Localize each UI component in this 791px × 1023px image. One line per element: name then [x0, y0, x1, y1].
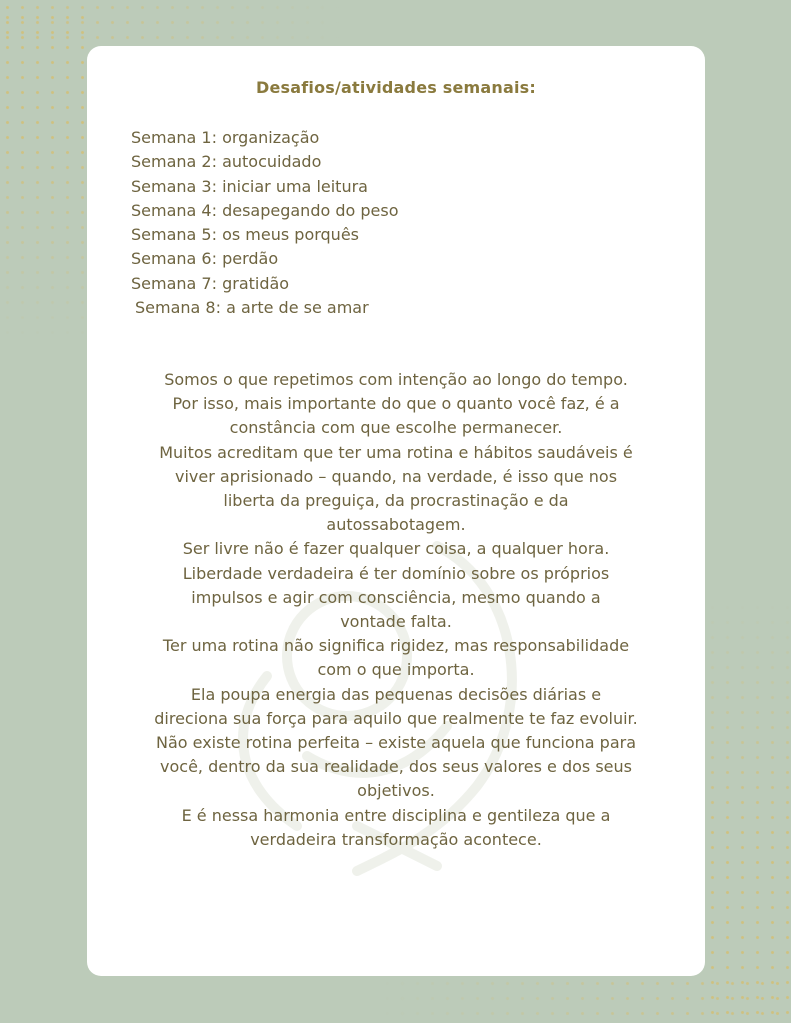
week-item: Semana 1: organização — [131, 128, 320, 147]
week-item: Semana 5: os meus porquês — [131, 225, 359, 245]
text-line: viver aprisionado – quando, na verdade, é isso que nos — [174, 466, 618, 486]
text-line: constância com que escolhe permanecer. — [229, 418, 563, 438]
section-heading: Desafios/atividades semanais: — [256, 78, 536, 97]
text-line: Por isso, mais importante do que o quanto você faz, é a — [172, 394, 620, 414]
text-line: liberta da preguiça, da procrastinação e da — [223, 491, 569, 511]
week-item: Semana 3: iniciar uma leitura — [131, 176, 368, 196]
text-line: com o que importa. — [317, 660, 475, 680]
content-card — [87, 46, 705, 976]
text-line: Somos o que repetimos com intenção ao longo do tempo. — [164, 370, 628, 389]
text-line: você, dentro da sua realidade, dos seus valores e dos seus — [160, 757, 632, 777]
dot-pattern-bottom — [380, 976, 791, 1023]
text-line: verdadeira transformação acontece. — [250, 829, 542, 849]
week-item: Semana 4: desapegando do peso — [131, 200, 399, 220]
week-item: Semana 7: gratidão — [131, 273, 290, 293]
text-line: Ser livre não é fazer qualquer coisa, a qualquer hora. — [182, 539, 610, 559]
text-line: Não existe rotina perfeita – existe aquela que funciona para — [155, 733, 637, 753]
dot-pattern-top — [0, 0, 340, 48]
text-line: Liberdade verdadeira é ter domínio sobre os próprios — [182, 563, 610, 583]
text-line: Ela poupa energia das pequenas decisões diárias e — [190, 684, 602, 704]
text-line: E é nessa harmonia entre disciplina e gentileza que a — [181, 805, 611, 825]
text-line: Muitos acreditam que ter uma rotina e hábitos saudáveis é — [159, 442, 633, 462]
reflection-text — [107, 368, 685, 852]
text-line: impulsos e agir com consciência, mesmo quando a — [191, 587, 601, 607]
text-line: Ter uma rotina não significa rigidez, mas responsabilidade — [162, 636, 630, 656]
weekly-challenges-list — [131, 126, 399, 320]
text-line: objetivos. — [357, 781, 435, 801]
text-line: autossabotagem. — [326, 515, 466, 535]
text-line: vontade falta. — [340, 612, 452, 632]
week-item: Semana 8: a arte de se amar — [135, 298, 369, 318]
week-item: Semana 6: perdão — [131, 249, 279, 269]
week-item: Semana 2: autocuidado — [131, 152, 322, 172]
text-line: direciona sua força para aquilo que realmente te faz evoluir. — [154, 708, 638, 728]
dot-pattern-top-left — [0, 10, 90, 340]
dot-pattern-bottom-right — [705, 600, 791, 1023]
